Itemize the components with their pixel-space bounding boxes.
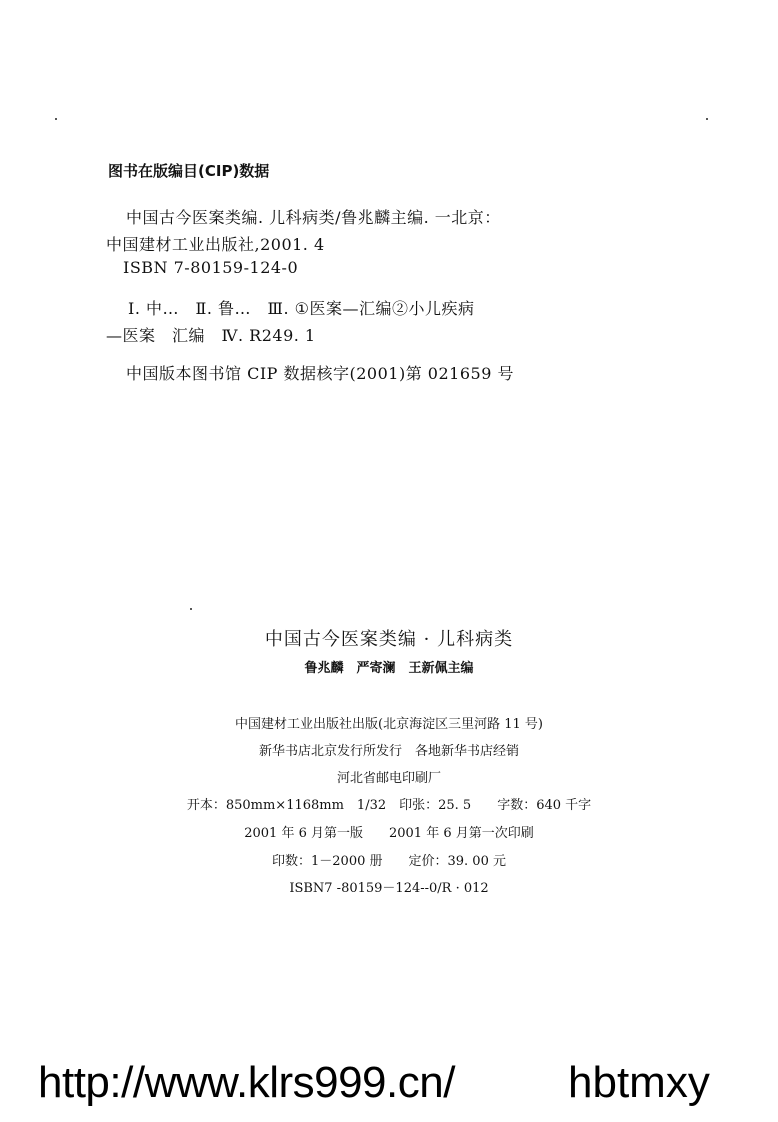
cip-publisher-line: 中国建材工业出版社,2001. 4 <box>106 235 325 254</box>
footer-tag: hbtmxy <box>568 1058 710 1107</box>
cip-subjects-line-1: Ⅰ. 中… Ⅱ. 鲁… Ⅲ. ①医案—汇编②小儿疾病 <box>128 299 475 318</box>
cip-title-line: 中国古今医案类编. 儿科病类/鲁兆麟主编. 一北京： <box>126 208 501 227</box>
format-line: 开本：850mm×1168mm 1/32 印张：25. 5 字数：640 千字 <box>186 798 592 813</box>
editors-line: 鲁兆麟 严寄澜 王新佩主编 <box>304 661 474 676</box>
scan-speck <box>190 608 192 610</box>
footer-url: http://www.klrs999.cn/ <box>38 1058 455 1107</box>
distribution-line: 新华书店北京发行所发行 各地新华书店经销 <box>258 744 519 759</box>
cip-isbn-line: ISBN 7-80159-124-0 <box>123 258 299 277</box>
cip-subjects-line-2: —医案 汇编 Ⅳ. R249. 1 <box>106 326 316 345</box>
scan-speck <box>706 118 708 120</box>
edition-line: 2001 年 6 月第一版 2001 年 6 月第一次印刷 <box>244 826 534 841</box>
cip-record-line: 中国版本图书馆 CIP 数据核字(2001)第 021659 号 <box>126 364 514 383</box>
isbn-full-line: ISBN7 -80159－124--0/R · 012 <box>289 881 489 896</box>
publisher-line: 中国建材工业出版社出版(北京海淀区三里河路 11 号) <box>235 717 543 732</box>
print-run-price-line: 印数：1－2000 册 定价：39. 00 元 <box>272 854 506 869</box>
book-title: 中国古今医案类编 · 儿科病类 <box>264 629 514 650</box>
scan-speck <box>55 118 57 120</box>
printer-line: 河北省邮电印刷厂 <box>336 771 441 786</box>
cip-heading: 图书在版编目(CIP)数据 <box>108 162 270 180</box>
